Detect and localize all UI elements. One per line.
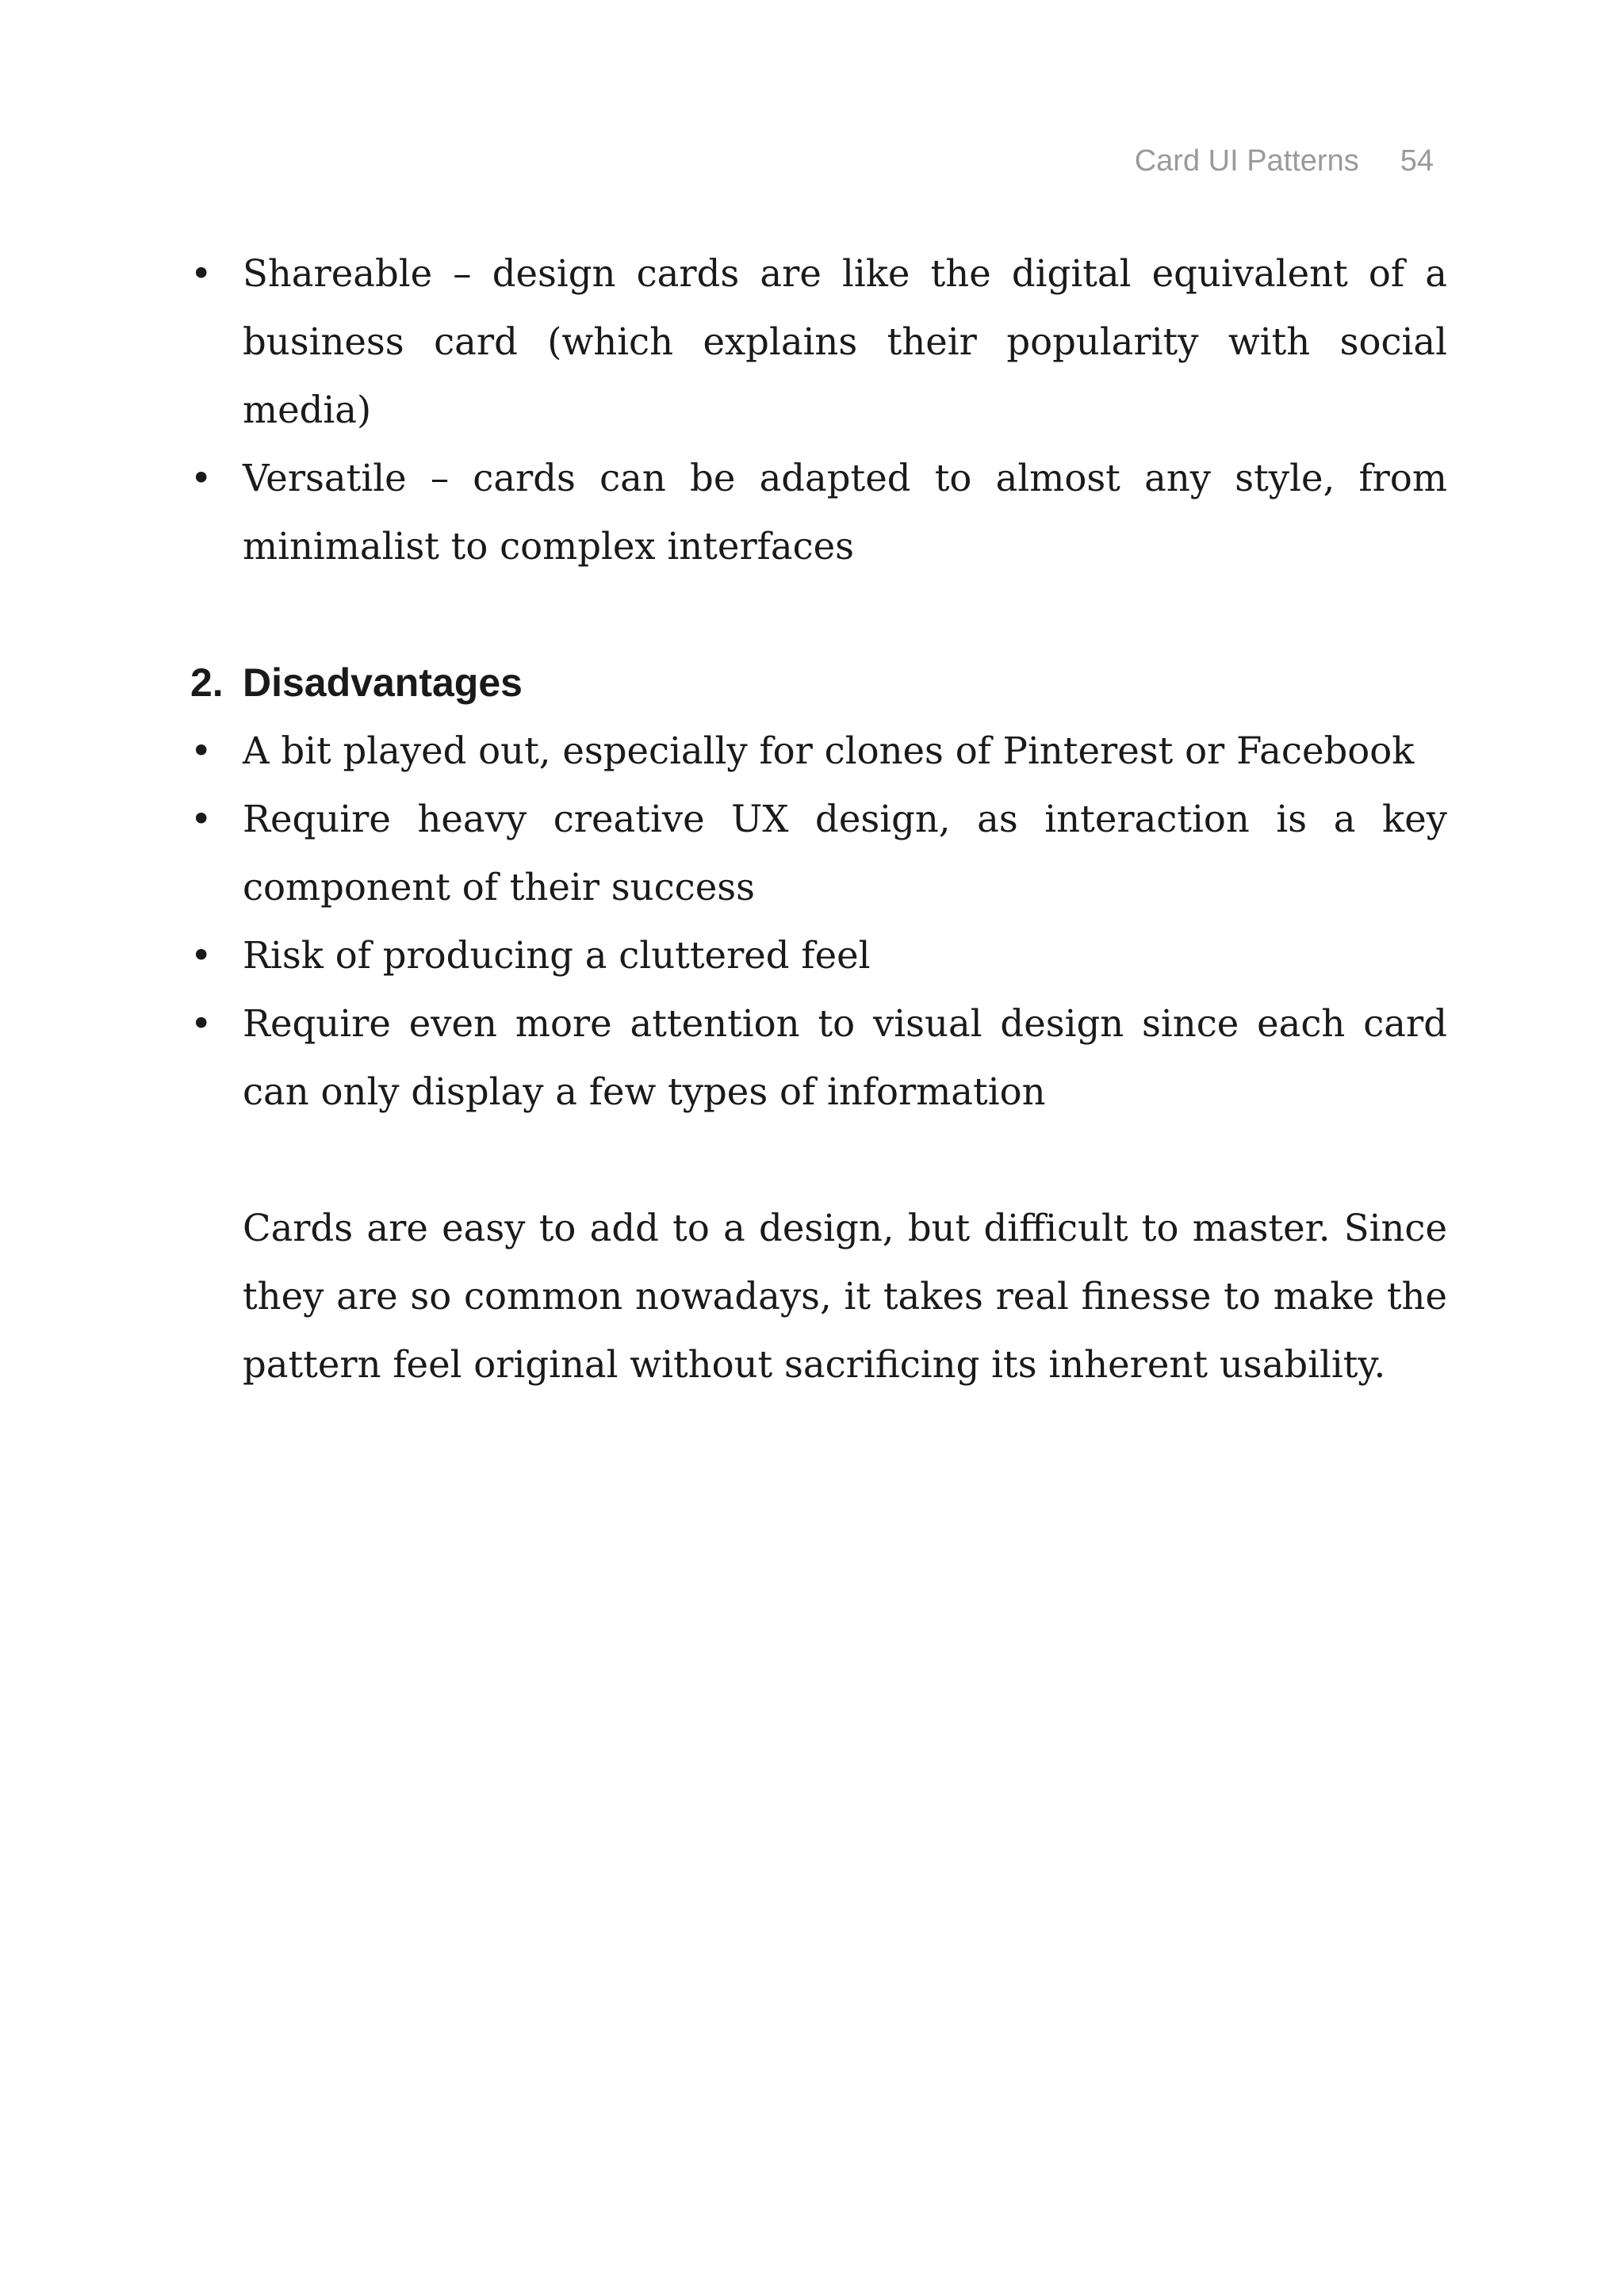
list-item-text: Require even more attention to visual design since each card can only display a few types of information (243, 1002, 1447, 1113)
list-item (190, 239, 1447, 444)
header-title: Card UI Patterns (1134, 144, 1359, 178)
bullet-marker: • (190, 252, 213, 295)
list-item (190, 444, 1447, 580)
closing-paragraph: Cards are easy to add to a design, but difficult to master. Since they are so common nowadays, it takes real finesse to make the pattern feel original without sacrificing its inherent usability. (243, 1207, 1447, 1386)
bullet-marker: • (190, 729, 213, 772)
section-heading (190, 649, 1447, 717)
page-content (190, 239, 1447, 1399)
list-item (190, 989, 1447, 1126)
list-item (190, 921, 1447, 989)
list-item-text: Versatile – cards can be adapted to almost any style, from minimalist to complex interfaces (243, 457, 1447, 568)
running-header (1135, 144, 1434, 178)
list-item-text: Risk of producing a cluttered feel (243, 934, 871, 977)
disadvantages-list (190, 717, 1447, 1126)
page-number: 54 (1400, 144, 1434, 178)
list-item (190, 785, 1447, 921)
bullet-marker: • (190, 457, 213, 499)
list-item-text: Shareable – design cards are like the digital equivalent of a business card (which explains their popularity with social media) (243, 252, 1447, 431)
list-item-text: Require heavy creative UX design, as interaction is a key component of their success (243, 798, 1447, 909)
bullet-marker: • (190, 934, 213, 977)
list-item (190, 717, 1447, 785)
bullet-marker: • (190, 1002, 213, 1045)
list-item-text: A bit played out, especially for clones of Pinterest or Facebook (243, 729, 1415, 772)
section-number: 2. (190, 660, 224, 705)
bullet-marker: • (190, 798, 213, 840)
section-title: Disadvantages (243, 660, 523, 705)
advantages-list (190, 239, 1447, 580)
